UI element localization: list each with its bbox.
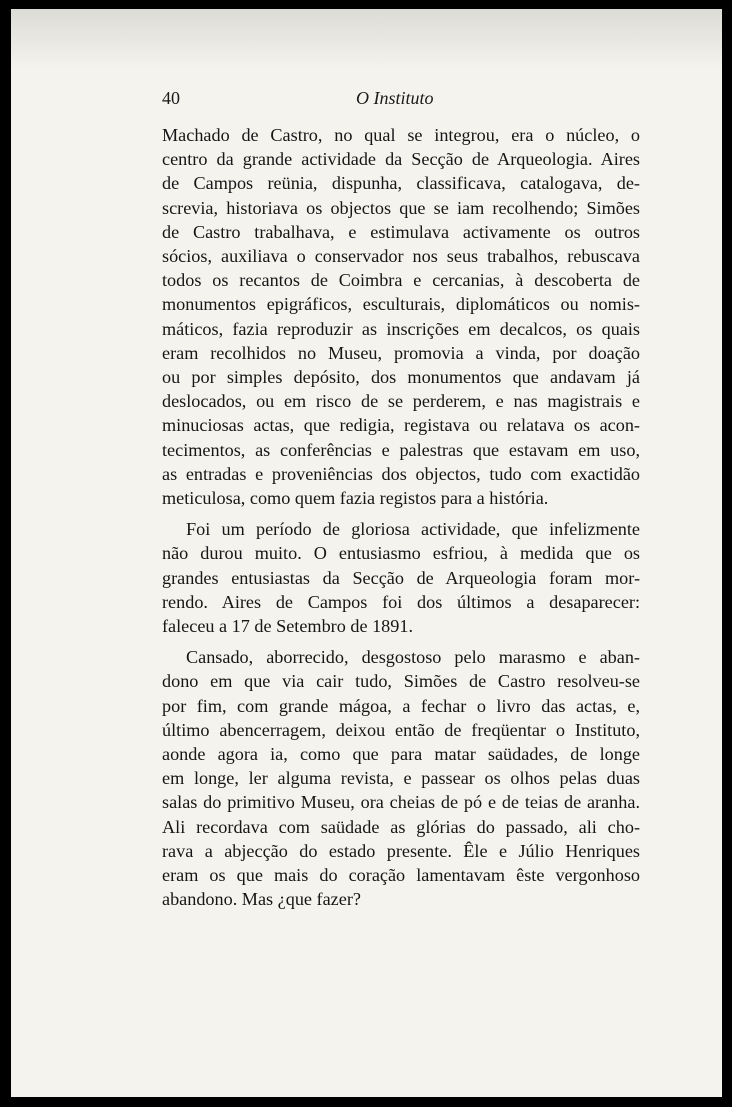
paragraph-3	[162, 645, 640, 911]
page-number: 40	[162, 88, 180, 108]
text-line: último abencerragem, deixou então de freqüentar o Instituto,	[162, 719, 640, 740]
text-line: por fim, com grande mágoa, a fechar o livro das actas, e,	[162, 695, 640, 716]
text-line: centro da grande actividade da Secção de Arqueologia. Aires	[162, 149, 640, 170]
text-line: não durou muito. O entusiasmo esfriou, à medida que os	[162, 543, 640, 564]
text-line: monumentos epigráficos, esculturais, diplomáticos ou nomis-	[162, 294, 640, 315]
text-line: aonde agora ia, como que para matar saüdades, de longe	[162, 744, 640, 765]
text-line: máticos, fazia reproduzir as inscrições em decalcos, os quais	[162, 318, 640, 339]
text-line: tecimentos, as conferências e palestras que estavam em uso,	[162, 439, 640, 460]
text-line: todos os recantos de Coimbra e cercanias, à descoberta de	[162, 270, 640, 291]
text-line: sócios, auxiliava o conservador nos seus trabalhos, rebuscava	[162, 246, 640, 267]
body-text	[162, 123, 640, 912]
text-line: abandono. Mas ¿que fazer?	[162, 889, 361, 910]
text-line: Ali recordava com saüdade as glórias do passado, ali cho-	[162, 816, 640, 837]
paragraph-gap	[162, 638, 640, 645]
text-line: Foi um período de gloriosa actividade, que infelizmente	[186, 519, 640, 540]
text-line: screvia, historiava os objectos que se iam recolhendo; Simões	[162, 197, 640, 218]
paragraph-gap	[162, 510, 640, 517]
text-line: de Castro trabalhava, e estimulava activamente os outros	[162, 221, 640, 242]
text-line: rava a abjecção do estado presente. Êle e Júlio Henriques	[162, 840, 640, 861]
text-line: grandes entusiastas da Secção de Arqueologia foram mor-	[162, 567, 640, 588]
page-header	[162, 88, 642, 112]
text-line: meticulosa, como quem fazia registos para a história.	[162, 488, 549, 509]
text-line: faleceu a 17 de Setembro de 1891.	[162, 616, 413, 637]
paragraph-1	[162, 123, 640, 510]
book-page	[11, 9, 722, 1097]
text-line: Cansado, aborrecido, desgostoso pelo marasmo e aban-	[186, 647, 640, 668]
paragraph-2	[162, 517, 640, 638]
text-line: Machado de Castro, no qual se integrou, era o núcleo, o	[162, 125, 640, 145]
text-line: eram os que mais do coração lamentavam êste vergonhoso	[162, 865, 640, 886]
text-line: rendo. Aires de Campos foi dos últimos a desaparecer:	[162, 591, 640, 612]
text-line: ou por simples depósito, dos monumentos que andavam já	[162, 367, 640, 388]
text-line: as entradas e proveniências dos objectos, tudo com exactidão	[162, 463, 640, 484]
text-line: de Campos reünia, dispunha, classificava, catalogava, de-	[162, 173, 640, 194]
text-line: salas do primitivo Museu, ora cheias de pó e de teias de aranha.	[162, 792, 640, 813]
running-title: O Instituto	[356, 88, 434, 108]
text-line: eram recolhidos no Museu, promovia a vinda, por doação	[162, 342, 640, 363]
page-edge-shading	[11, 9, 722, 69]
text-line: dono em que via cair tudo, Simões de Castro resolveu-se	[162, 671, 640, 692]
text-line: em longe, ler alguma revista, e passear os olhos pelas duas	[162, 768, 640, 789]
text-line: minuciosas actas, que redigia, registava ou relatava os acon-	[162, 415, 640, 436]
text-line: deslocados, ou em risco de se perderem, e nas magistrais e	[162, 391, 640, 412]
